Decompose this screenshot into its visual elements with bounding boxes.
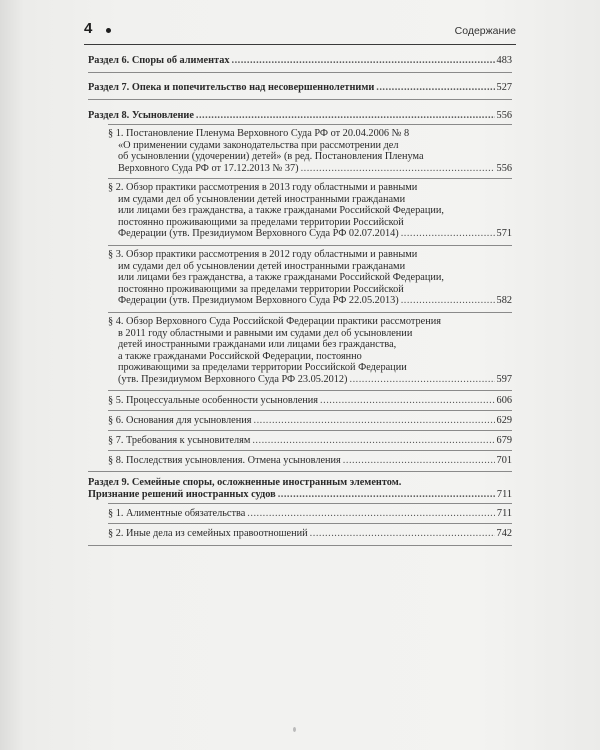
entry-divider [108,430,512,431]
toc-page-number: 597 [496,373,512,385]
toc-entry-title: Признание решений иностранных судов [88,488,276,500]
toc-entry-line: им судами дел об усыновлении детей иностранными гражданами [118,193,406,205]
toc-entry-line: или лицами без гражданства, а также гражданами Российской Федерации, [118,205,444,217]
toc-page-number: 742 [496,528,512,539]
toc-entry-line: § 1. Постановление Пленума Верховного Суда РФ от 20.04.2006 № 8 [108,128,410,139]
toc-page-number: 582 [496,295,512,307]
entry-divider [108,390,512,391]
toc-entry-title: Раздел 8. Усыновление [88,110,194,121]
toc-entry-title: Раздел 6. Споры об алиментах [88,55,230,66]
toc-entry-line: § 3. Обзор практики рассмотрения в 2012 году областными и равными [108,249,418,260]
toc-page-number: 629 [496,415,512,426]
toc-entry-line: § 2. Обзор практики рассмотрения в 2013 году областными и равными [108,182,418,193]
toc-entry-line: (утв. Президиумом Верховного Суда РФ 23.05.2012) [118,373,348,385]
toc-entry-line: проживающими за пределами территории Российской Федерации [118,362,407,374]
toc-entry-line: об усыновлении (удочерении) детей» (в ред. Постановления Пленума [118,151,424,163]
toc-entry-title: § 2. Иные дела из семейных правоотношений [108,528,308,539]
toc-entry-line: им судами дел об усыновлении детей иностранными гражданами [118,260,406,272]
section-divider [88,72,512,73]
entry-divider [108,178,512,179]
toc-entry-line: Верховного Суда РФ от 17.12.2013 № 37) [118,162,299,174]
toc-paragraph-8-5[interactable] [108,395,512,407]
section-divider [88,471,512,472]
toc-entry-title: § 1. Алиментные обязательства [108,508,246,519]
toc-paragraph-8-4[interactable] [108,316,512,386]
toc-entry-line: постоянно проживающими за пределами территории Российской [118,283,404,295]
toc-entry-title: § 7. Требования к усыновителям [108,435,251,446]
toc-paragraph-9-2[interactable] [108,528,512,540]
section-divider [88,545,512,546]
page-header [84,22,516,45]
toc-entry-line: Федерации (утв. Президиумом Верховного Суда РФ 22.05.2013) [118,295,399,307]
toc-paragraph-8-3[interactable] [108,249,512,307]
toc-section-6[interactable] [88,55,512,67]
entry-divider [108,410,512,411]
toc-entry-line: § 4. Обзор Верховного Суда Российской Федерации практики рассмотрения [108,316,441,327]
toc-entry-line: детей иностранными гражданами или лицами без гражданства, [118,339,397,351]
header-bullet [106,28,111,33]
toc-entry-title: § 8. Последствия усыновления. Отмена усыновления [108,455,341,466]
toc-page-number: 571 [496,228,512,240]
page-number: 4 [84,20,93,37]
toc-paragraph-8-8[interactable] [108,455,512,467]
toc-page-number: 556 [496,162,512,174]
toc-entry-title: § 5. Процессуальные особенности усыновления [108,395,319,406]
entry-divider [108,245,512,246]
toc-paragraph-8-1[interactable] [108,128,512,174]
toc-entry-line: или лицами без гражданства, а также гражданами Российской Федерации, [118,272,444,284]
toc-entry-line: Федерации (утв. Президиумом Верховного Суда РФ 02.07.2014) [118,228,399,240]
toc-page-number: 679 [496,435,512,446]
toc-paragraph-9-1[interactable] [108,508,512,520]
toc-section-9[interactable] [88,477,512,500]
toc-paragraph-8-2[interactable] [108,182,512,240]
toc-page-number: 606 [496,395,512,406]
entry-divider [108,523,512,524]
toc-page-number: 483 [496,55,512,66]
toc-page-number: 527 [496,82,512,93]
toc-entry-line: Раздел 9. Семейные споры, осложненные иностранным элементом. [88,477,402,488]
entry-divider [108,503,512,504]
toc-section-8[interactable] [88,110,512,122]
running-title: Содержание [454,25,516,37]
toc-entry-line: в 2011 году областными и равными им судами дел об усыновлении [118,327,413,339]
entry-divider [108,124,512,125]
toc-entry-line: «О применении судами законодательства при рассмотрении дел [118,139,399,151]
toc-entry-title: § 6. Основания для усыновления [108,415,252,426]
toc-page-number: 701 [496,455,512,466]
toc-page-number: 556 [496,110,512,121]
toc-page-number: 711 [496,488,512,500]
toc-page-number: 711 [496,508,512,519]
section-divider [88,99,512,100]
toc-paragraph-8-7[interactable] [108,435,512,447]
print-speck [293,727,296,732]
toc-paragraph-8-6[interactable] [108,415,512,427]
toc-section-7[interactable] [88,82,512,94]
entry-divider [108,312,512,313]
toc-entry-title: Раздел 7. Опека и попечительство над несовершеннолетними [88,82,375,93]
entry-divider [108,450,512,451]
toc-entry-line: а также гражданами Российской Федерации, постоянно [118,350,362,362]
toc-entry-line: постоянно проживающими за пределами территории Российской [118,216,404,228]
